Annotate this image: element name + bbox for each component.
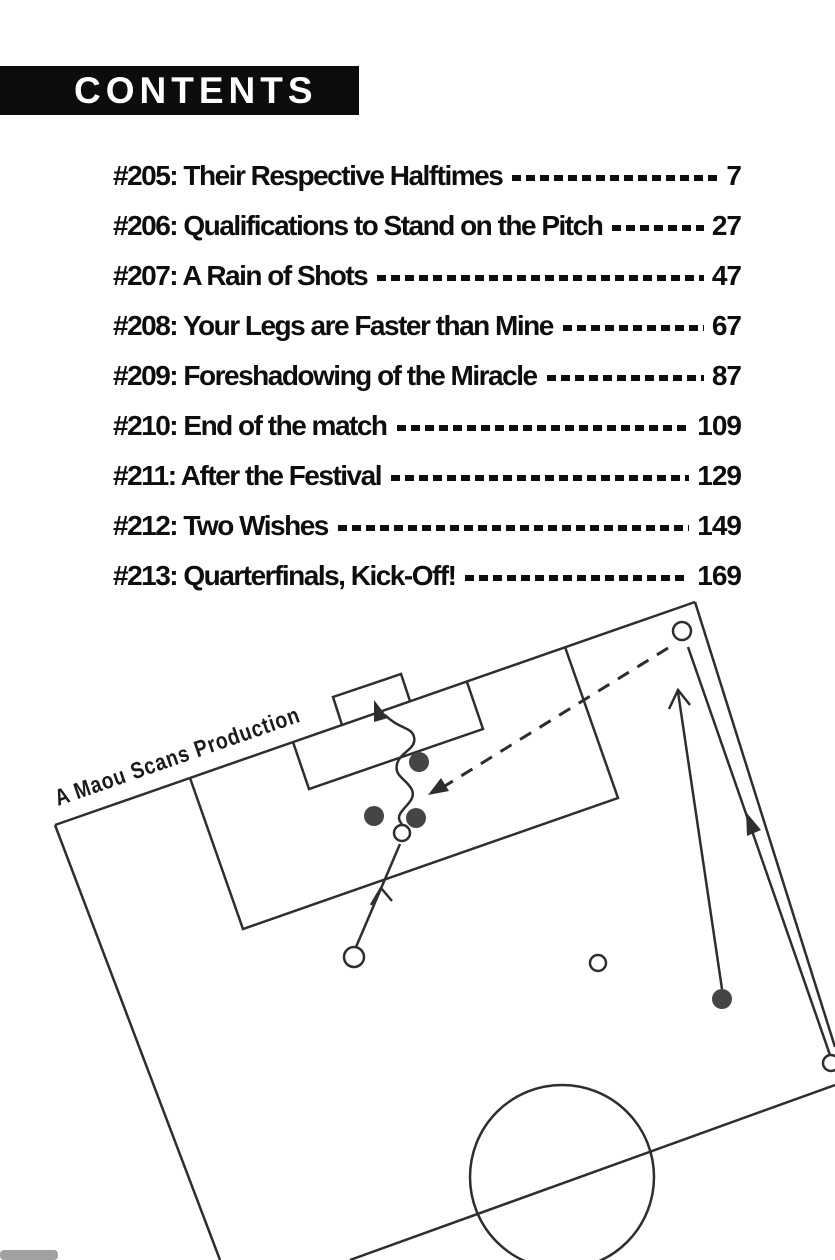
player-filled-dot	[712, 989, 732, 1009]
toc-entry-label: #205: Their Respective Halftimes	[113, 160, 503, 191]
toc-leader-dashes	[338, 525, 689, 531]
toc-entry-label: #212: Two Wishes	[113, 510, 328, 541]
toc-row	[113, 351, 741, 401]
toc-row	[113, 501, 741, 551]
toc-row	[113, 301, 741, 351]
toc-leader-dashes	[563, 325, 704, 331]
ink-smudge	[0, 1250, 58, 1260]
pass-arrowhead	[428, 778, 449, 795]
toc-leader-dashes	[465, 575, 689, 581]
toc-row	[113, 551, 741, 601]
player-filled-dot	[409, 752, 429, 772]
dribble-squiggle-line	[385, 715, 414, 824]
cross-pass-arrowhead	[746, 812, 761, 836]
toc-entry-label: #209: Foreshadowing of the Miracle	[113, 360, 537, 391]
center-circle	[470, 1085, 654, 1260]
toc-page-number: 47	[711, 260, 741, 291]
toc-page-number: 7	[726, 160, 741, 191]
toc-page-number: 27	[711, 210, 741, 241]
toc-row	[113, 151, 741, 201]
contents-header-box	[0, 66, 359, 115]
penalty-box	[190, 647, 618, 929]
page-title: CONTENTS	[74, 70, 318, 111]
player-open-circle	[823, 1055, 835, 1071]
toc-leader-dashes	[397, 425, 690, 431]
toc-leader-dashes	[377, 275, 704, 281]
toc-leader-dashes	[547, 375, 704, 381]
toc-entry-label: #211: After the Festival	[113, 460, 381, 491]
goal-box	[333, 674, 410, 725]
toc-row	[113, 401, 741, 451]
player-filled-dot	[406, 808, 426, 828]
player-open-circle	[344, 947, 364, 967]
toc-leader-dashes	[512, 175, 718, 181]
toc-row	[113, 451, 741, 501]
toc-entry-label: #213: Quarterfinals, Kick-Off!	[113, 560, 456, 591]
toc-row	[113, 251, 741, 301]
credit-text: A Maou Scans Production	[51, 685, 350, 811]
halfway-line	[350, 1085, 835, 1260]
cross-pass-line	[688, 647, 830, 1055]
toc-entry-label: #208: Your Legs are Faster than Mine	[113, 310, 553, 341]
pass-dashed-line	[440, 648, 668, 789]
player-open-circle	[590, 955, 606, 971]
toc-entry-label: #206: Qualifications to Stand on the Pitch	[113, 210, 603, 241]
toc-page-number: 109	[697, 410, 741, 441]
long-run-arrow-line	[678, 692, 722, 989]
toc-page-number: 169	[697, 560, 741, 591]
player-open-circle	[394, 825, 410, 841]
left-sideline	[55, 825, 220, 1260]
right-sideline	[695, 602, 835, 1047]
toc-leader-dashes	[391, 475, 689, 481]
toc-page-number: 87	[711, 360, 741, 391]
player-open-circle	[673, 622, 691, 640]
toc-row	[113, 201, 741, 251]
toc-list	[113, 151, 741, 601]
toc-page-number: 149	[697, 510, 741, 541]
toc-entry-label: #207: A Rain of Shots	[113, 260, 368, 291]
goal-area-box	[293, 682, 483, 789]
player-filled-dot	[364, 806, 384, 826]
toc-page-number: 129	[697, 460, 741, 491]
toc-page-number: 67	[711, 310, 741, 341]
toc-entry-label: #210: End of the match	[113, 410, 387, 441]
toc-leader-dashes	[612, 225, 704, 231]
